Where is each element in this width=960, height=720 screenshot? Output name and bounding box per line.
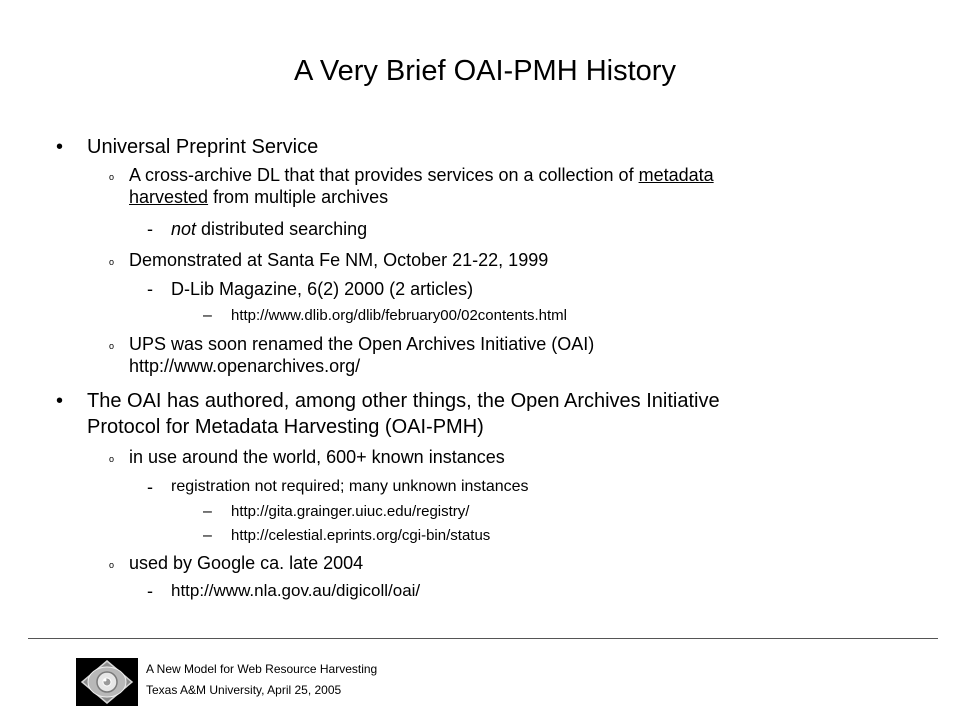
subbullet-text — [129, 333, 889, 377]
bullet-text: Universal Preprint Service — [87, 136, 319, 158]
slide-title: A Very Brief OAI-PMH History — [294, 55, 676, 87]
underlined-term-metadata: metadata — [638, 165, 714, 185]
subbullet-marker: o — [109, 257, 115, 267]
subsub-text — [171, 218, 871, 240]
italic-not: not — [171, 219, 197, 239]
url-text[interactable]: http://gita.grainger.uiuc.edu/registry/ — [231, 503, 470, 520]
dash-marker: - — [147, 477, 153, 497]
subbullet-text: in use around the world, 600+ known instances — [129, 447, 505, 467]
url-text[interactable]: http://www.dlib.org/dlib/february00/02contents.html — [231, 307, 568, 324]
dash-marker: - — [147, 581, 153, 601]
footer-divider — [28, 638, 938, 639]
endash-marker: – — [203, 307, 212, 324]
url-openarchives[interactable]: http://www.openarchives.org/ — [129, 356, 361, 376]
text-line: The OAI has authored, among other things, the Open Archives Initiative — [87, 390, 720, 412]
subbullet-marker: o — [109, 341, 115, 351]
footer-presentation-title: A New Model for Web Resource Harvesting — [146, 662, 378, 676]
text-line: UPS was soon renamed the Open Archives Initiative (OAI) — [129, 334, 595, 354]
dash-marker: - — [147, 279, 153, 299]
subbullet-text — [129, 164, 889, 208]
subbullet-marker: o — [109, 560, 115, 570]
bullet-marker: • — [56, 136, 64, 158]
eye-disc-logo-icon — [76, 658, 138, 706]
url-text[interactable]: http://www.nla.gov.au/digicoll/oai/ — [171, 581, 421, 600]
text-line: Protocol for Metadata Harvesting (OAI-PMH) — [87, 416, 484, 438]
underlined-term-harvested: harvested — [129, 187, 209, 207]
text-segment: from multiple archives — [208, 187, 389, 207]
text-segment: A cross-archive DL that that provides services on a collection of — [129, 165, 639, 185]
url-text[interactable]: http://celestial.eprints.org/cgi-bin/status — [231, 527, 491, 544]
endash-marker: – — [203, 503, 212, 520]
footer-venue-date: Texas A&M University, April 25, 2005 — [146, 683, 342, 697]
endash-marker: – — [203, 527, 212, 544]
bullet-marker: • — [56, 390, 64, 412]
subbullet-marker: o — [109, 454, 115, 464]
subbullet-text: Demonstrated at Santa Fe NM, October 21-22, 1999 — [129, 250, 549, 270]
subsub-text: D-Lib Magazine, 6(2) 2000 (2 articles) — [171, 279, 474, 299]
bullet-text — [87, 388, 887, 440]
dash-marker: - — [147, 219, 153, 239]
subbullet-text: used by Google ca. late 2004 — [129, 553, 364, 573]
subbullet-marker: o — [109, 172, 115, 182]
text-segment: distributed searching — [196, 219, 368, 239]
subsub-text: registration not required; many unknown instances — [171, 478, 529, 495]
